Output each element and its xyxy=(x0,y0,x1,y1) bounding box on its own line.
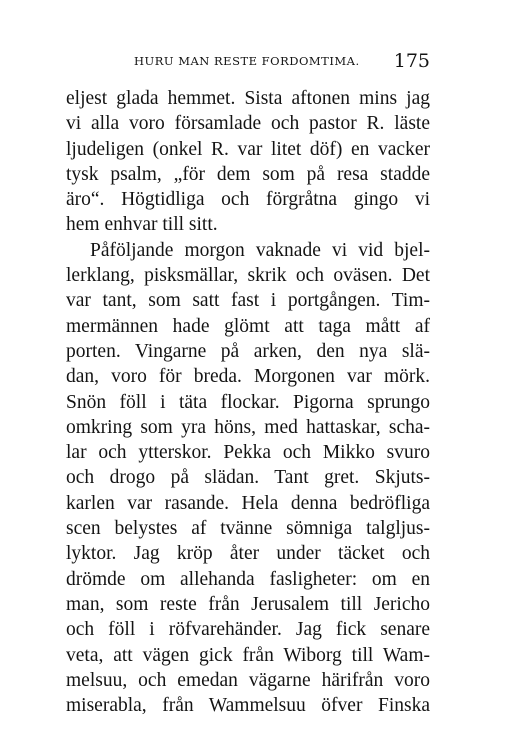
text-line: omkring som yra höns, med hattaskar, scha- xyxy=(66,416,430,438)
text-line: veta, att vägen gick från Wiborg till Wam- xyxy=(66,644,430,666)
text-line: lar och ytterskor. Pekka och Mikko svuro xyxy=(66,442,430,464)
text-line: eljest glada hemmet. Sista aftonen mins jag xyxy=(66,88,430,109)
text-line: och föll i röfvarehänder. Jag fick senare xyxy=(66,619,430,641)
text-line: äro“. Högtidliga och förgråtna gingo vi xyxy=(66,189,430,211)
text-line: tysk psalm, „för dem som på resa stadde xyxy=(66,163,430,185)
text-line: melsuu, och emedan vägarne härifrån voro xyxy=(66,669,430,691)
text-line: scen belystes af tvänne sömniga talgljus- xyxy=(66,518,430,540)
text-line: dan, voro för breda. Morgonen var mörk. xyxy=(66,366,430,388)
text-line: porten. Vingarne på arken, den nya slä- xyxy=(66,340,430,362)
text-line: lyktor. Jag kröp åter under täcket och xyxy=(66,543,430,565)
text-line: mermännen hade glömt att taga mått af xyxy=(66,315,430,337)
page-header xyxy=(134,50,430,72)
text-line: och drogo på slädan. Tant gret. Skjuts- xyxy=(66,467,430,489)
paragraph-start-line: Påföljande morgon vaknade vi vid bjel- xyxy=(90,239,430,261)
text-line: karlen var rasande. Hela denna bedröfliga xyxy=(66,492,430,514)
text-line: ljudeligen (onkel R. var litet döf) en vacker xyxy=(66,138,430,160)
text-line: Snön föll i täta flockar. Pigorna sprungo xyxy=(66,391,430,413)
running-title: HURU MAN RESTE FORDOMTIMA. xyxy=(134,54,360,68)
text-line: var tant, som satt fast i portgången. Tim- xyxy=(66,290,430,312)
body-text xyxy=(66,86,430,718)
text-line: lerklang, pisksmällar, skrik och oväsen. Det xyxy=(66,265,430,287)
paragraph-end-line: hem enhvar till sitt. xyxy=(66,214,218,236)
text-line: miserabla, från Wammelsuu öfver Finska xyxy=(66,695,430,717)
page-number: 175 xyxy=(393,50,430,72)
text-line: drömde om allehanda fasligheter: om en xyxy=(66,568,430,590)
text-line: vi alla voro församlade och pastor R. läste xyxy=(66,113,430,135)
text-line: man, som reste från Jerusalem till Jericho xyxy=(66,593,430,615)
